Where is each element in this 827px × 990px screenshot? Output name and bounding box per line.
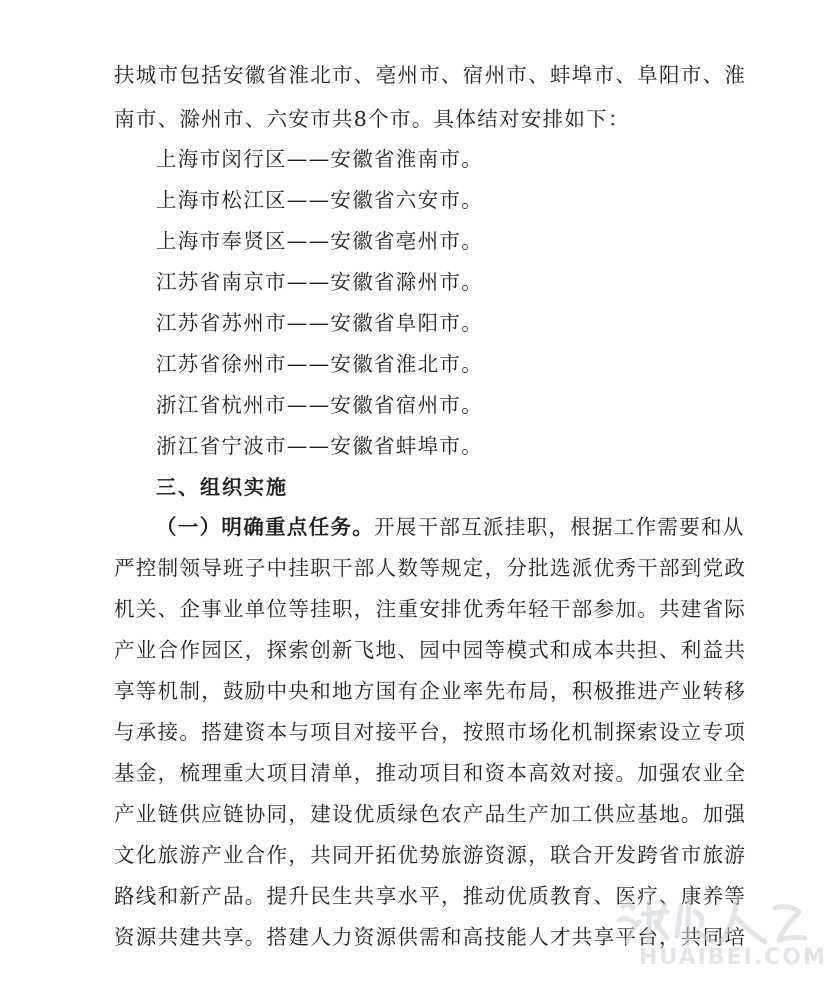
paragraph-line: 路线和新产品。提升民生共享水平，推动优质教育、医疗、康养等 xyxy=(114,884,747,908)
intro-line-1: 扶城市包括安徽省淮北市、亳州市、宿州市、蚌埠市、阜阳市、淮 xyxy=(114,63,747,87)
paragraph-first-line-rest: 开展干部互派挂职，根据工作需要和从 xyxy=(374,515,745,539)
paragraph-lead: （一）明确重点任务。 xyxy=(156,515,374,539)
pairing-line: 浙江省宁波市——安徽省蚌埠市。 xyxy=(156,434,483,458)
paragraph-line: 基金，梳理重大项目清单，推动项目和资本高效对接。加强农业全 xyxy=(114,761,747,785)
paragraph-line: 与承接。搭建资本与项目对接平台，按照市场化机制探索设立专项 xyxy=(114,720,747,744)
pairing-line: 上海市闵行区——安徽省淮南市。 xyxy=(156,147,483,171)
pairing-line: 浙江省杭州市——安徽省宿州市。 xyxy=(156,393,483,417)
watermark-text: HUAIBEI.COM xyxy=(639,945,827,970)
pairing-line: 江苏省苏州市——安徽省阜阳市。 xyxy=(156,311,483,335)
paragraph-line: 享等机制，鼓励中央和地方国有企业率先布局，积极推进产业转移 xyxy=(114,679,747,703)
intro-line-2: 南市、滁州市、六安市共8个市。具体结对安排如下： xyxy=(114,107,630,131)
paragraph-line: 产业链供应链协同，建设优质绿色农产品生产加工供应基地。加强 xyxy=(114,802,747,826)
pairing-line: 上海市奉贤区——安徽省亳州市。 xyxy=(156,229,483,253)
pairing-line: 江苏省徐州市——安徽省淮北市。 xyxy=(156,352,483,376)
paragraph-first-line xyxy=(156,512,745,542)
paragraph-line: 产业合作园区，探索创新飞地、园中园等模式和成本共担、利益共 xyxy=(114,638,747,662)
section-heading: 三、组织实施 xyxy=(156,475,288,499)
paragraph-line: 机关、企事业单位等挂职，注重安排优秀年轻干部参加。共建省际 xyxy=(114,597,747,621)
pairing-line: 江苏省南京市——安徽省滁州市。 xyxy=(156,270,483,294)
paragraph-line: 资源共建共享。搭建人力资源供需和高技能人才共享平台，共同培 xyxy=(114,925,747,949)
paragraph-line: 严控制领导班子中挂职干部人数等规定，分批选派优秀干部到党政 xyxy=(114,556,747,580)
pairing-line: 上海市松江区——安徽省六安市。 xyxy=(156,188,483,212)
paragraph-line: 文化旅游产业合作，共同开拓优势旅游资源，联合开发跨省市旅游 xyxy=(114,843,747,867)
